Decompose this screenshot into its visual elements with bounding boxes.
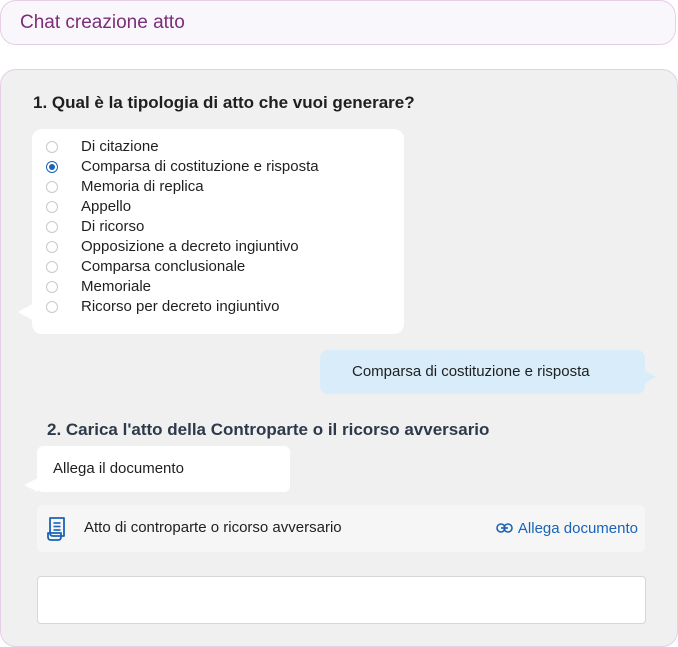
radio-option[interactable]: [32, 197, 392, 217]
radio-option-label: Comparsa conclusionale: [81, 258, 246, 275]
user-answer-bubble: [320, 350, 645, 394]
radio-button[interactable]: [46, 261, 58, 273]
radio-option-label: Memoriale: [81, 278, 152, 295]
radio-button[interactable]: [46, 141, 58, 153]
chat-title: Chat creazione atto: [20, 12, 185, 33]
attach-prompt-text: Allega il documento: [53, 460, 184, 477]
radio-button[interactable]: [46, 301, 58, 313]
attach-document-link[interactable]: [496, 518, 638, 538]
bubble-tail: [640, 368, 656, 386]
radio-button[interactable]: [46, 181, 58, 193]
file-upload-row: [37, 505, 645, 552]
radio-option-label: Di citazione: [81, 138, 159, 155]
bubble-tail: [24, 478, 38, 492]
radio-option-label: Appello: [81, 198, 132, 215]
radio-option[interactable]: [32, 137, 392, 157]
attach-prompt-bubble: [37, 446, 290, 492]
radio-option[interactable]: [32, 277, 392, 297]
radio-button[interactable]: [46, 281, 58, 293]
radio-button[interactable]: [46, 201, 58, 213]
radio-button[interactable]: [46, 241, 58, 253]
document-icon: [46, 516, 68, 542]
user-answer-text: Comparsa di costituzione e risposta: [352, 363, 590, 380]
radio-option[interactable]: [32, 297, 392, 317]
chat-message-input[interactable]: [37, 576, 646, 624]
radio-option[interactable]: [32, 257, 392, 277]
radio-option-label: Ricorso per decreto ingiuntivo: [81, 298, 280, 315]
options-bubble: [32, 129, 404, 334]
chat-header: [0, 0, 676, 45]
question-2-title: 2. Carica l'atto della Controparte o il ricorso avversario: [47, 420, 490, 439]
radio-option[interactable]: [32, 177, 392, 197]
radio-option[interactable]: [32, 217, 392, 237]
radio-option-label: Comparsa di costituzione e risposta: [81, 158, 319, 175]
radio-button-selected[interactable]: [46, 161, 58, 173]
radio-button[interactable]: [46, 221, 58, 233]
file-label: Atto di controparte o ricorso avversario: [84, 519, 342, 536]
radio-option-label: Di ricorso: [81, 218, 145, 235]
question-1-title: 1. Qual è la tipologia di atto che vuoi generare?: [33, 93, 415, 112]
radio-option-label: Opposizione a decreto ingiuntivo: [81, 238, 299, 255]
attach-document-label: Allega documento: [517, 519, 638, 537]
radio-option[interactable]: [32, 157, 392, 177]
link-icon: [496, 522, 513, 534]
radio-option[interactable]: [32, 237, 392, 257]
radio-option-label: Memoria di replica: [81, 178, 204, 195]
